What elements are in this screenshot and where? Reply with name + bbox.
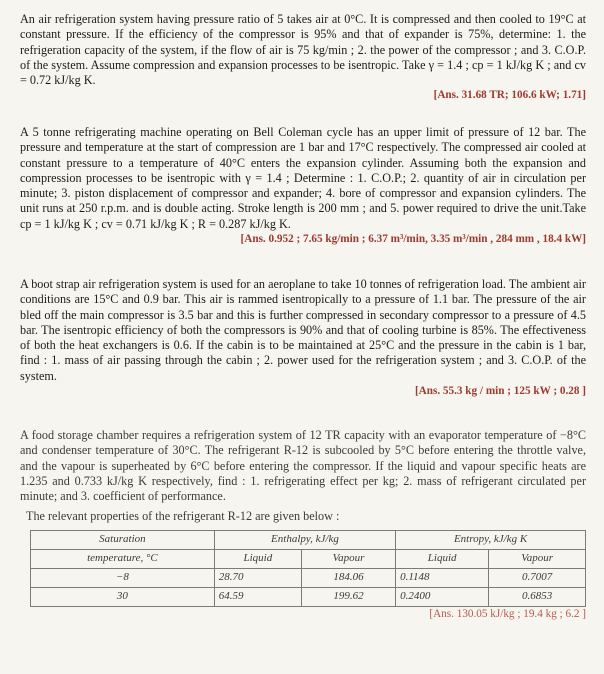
answer: [Ans. 31.68 TR; 106.6 kW; 1.71] [433, 89, 586, 102]
cell-entropy-vapour: 0.6853 [489, 587, 586, 606]
header-entropy: Entropy, kJ/kg K [396, 530, 586, 549]
cell-enthalpy-liquid: 64.59 [214, 587, 301, 606]
problem-text: A food storage chamber requires a refrigeration system of 12 TR capacity with an evaporator temperature of −8°C and condenser temperature of 30°C. The refrigerant R-12 is subcooled by 5°C before entering the throttle valve, and the vapour is superheated by 6°C before entering the compressor. If the liquid and vapour specific heats are 1.235 and 0.733 kJ/kg K respectively, find : 1. refrigerating effect per kg; 2. mass of refrigerant circulated per minute; and 3. coefficient of performance. [20, 428, 586, 504]
table-row [31, 568, 586, 587]
cell-enthalpy-vapour: 199.62 [301, 587, 395, 606]
header-entropy-vapour: Vapour [489, 549, 586, 568]
header-saturation: Saturation [31, 530, 215, 549]
cell-enthalpy-liquid: 28.70 [214, 568, 301, 587]
answer: [Ans. 130.05 kJ/kg ; 19.4 kg ; 6.2 ] [429, 607, 586, 620]
header-enthalpy-liquid: Liquid [214, 549, 301, 568]
table-header-row [31, 530, 586, 549]
cell-entropy-vapour: 0.7007 [489, 568, 586, 587]
problem-text: A 5 tonne refrigerating machine operating on Bell Coleman cycle has an upper limit of pressure of 12 bar. The pressure and temperature at the start of compression are 1 bar and 17°C respectively. The compressed air cooled at constant pressure to a temperature of 40°C enters the expansion cylinder. Assuming both the expansion and compression processes to be isentropic with γ = 1.4 ; Determine : 1. C.O.P.; 2. quantity of air in circulation per minute; 3. piston displacement of compressor and expander; 4. bore of compressor and expansion cylinders. The unit runs at 250 r.p.m. and is double acting. Stroke length is 200 mm ; and 5. power required to drive the unit.Take cp = 1 kJ/kg K ; cv = 0.71 kJ/kg K ; R = 0.287 kJ/kg K. [20, 125, 586, 231]
cell-enthalpy-vapour: 184.06 [301, 568, 395, 587]
header-enthalpy-vapour: Vapour [301, 549, 395, 568]
cell-entropy-liquid: 0.2400 [396, 587, 489, 606]
header-enthalpy: Enthalpy, kJ/kg [214, 530, 395, 549]
properties-table [30, 530, 586, 607]
answer: [Ans. 0.952 ; 7.65 kg/min ; 6.37 m³/min, 3.35 m³/min , 284 mm , 18.4 kW] [240, 233, 586, 246]
answer: [Ans. 55.3 kg / min ; 125 kW ; 0.28 ] [414, 385, 586, 398]
table-intro: The relevant properties of the refrigerant R-12 are given below : [26, 509, 340, 524]
problem-1 [20, 12, 586, 104]
cell-temperature: −8 [31, 568, 215, 587]
header-temperature: temperature, °C [31, 549, 215, 568]
table-row [31, 587, 586, 606]
problem-text: An air refrigeration system having pressure ratio of 5 takes air at 0°C. It is compressed and then cooled to 19°C at constant pressure. If the efficiency of the compressor is 95% and that of expander is 75%, determine: 1. the refrigeration capacity of the system, if the flow of air is 75 kg/min ; 2. the power of the compressor ; and 3. C.O.P. of the system. Assume compression and expansion processes to be isentropic. Take γ = 1.4 ; cp = 1 kJ/kg K ; and cv = 0.72 kJ/kg K. [20, 12, 586, 88]
problem-4 [20, 428, 586, 622]
problem-text: A boot strap air refrigeration system is used for an aeroplane to take 10 tonnes of refrigeration load. The ambient air conditions are 15°C and 0.9 bar. This air is rammed isentropically to a pressure of 1.1 bar. The pressure of the air bled off the main compressor is 3.5 bar and this is further compressed in secondary compressor to a pressure of 4.5 bar. The isentropic efficiency of both the compressors is 90% and that of cooling turbine is 85%. The effectiveness of both the heat exchangers is 0.6. If the cabin is to be maintained at 25°C and the pressure in the cabin is 1 bar, find : 1. mass of air passing through the cabin ; 2. power used for the refrigeration system ; and 3. C.O.P. of the system. [20, 277, 586, 383]
problem-2 [20, 125, 586, 247]
problem-3 [20, 277, 586, 399]
cell-entropy-liquid: 0.1148 [396, 568, 489, 587]
header-entropy-liquid: Liquid [396, 549, 489, 568]
table-subheader-row [31, 549, 586, 568]
cell-temperature: 30 [31, 587, 215, 606]
